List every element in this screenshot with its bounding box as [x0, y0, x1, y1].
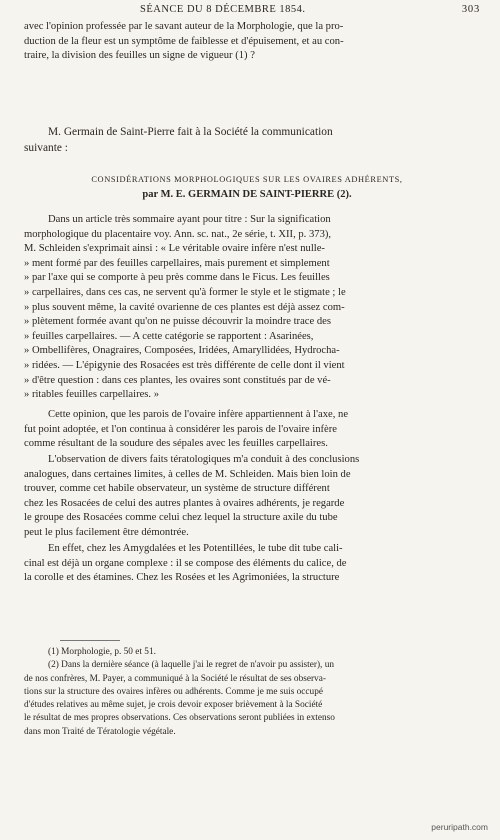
footnote-rule [60, 640, 120, 641]
text-line: » ritables feuilles carpellaires. » [24, 389, 160, 401]
text-line: » feuilles carpellaires. — A cette catégorie se rapportent : Asarinées, [24, 330, 314, 342]
text-line: » ment formé par des feuilles carpellaires, mais purement et simplement [24, 257, 330, 269]
text-line: Dans un article très sommaire ayant pour titre : Sur la signification [48, 214, 331, 225]
text-line: En effet, chez les Amygdalées et les Potentillées, le tube dit tube cali- [48, 543, 343, 554]
paragraph-4 [24, 542, 470, 586]
footnote-line: d'études relatives au même sujet, je crois devoir exposer brièvement à la Société [24, 700, 323, 711]
article-title-text: CONSIDÉRATIONS MORPHOLOGIQUES SUR LES OVAIRES ADHÉRENTS, [91, 175, 403, 184]
footnote-line: (1) Morphologie, p. 50 et 51. [48, 647, 156, 657]
text-line: » Ombellifères, Onagraires, Composées, Iridées, Amaryllidées, Hydrocha- [24, 345, 340, 357]
article-author [24, 188, 470, 203]
text-line: L'observation de divers faits tératologiques m'a conduit à des conclusions [48, 454, 360, 465]
paragraph-2 [24, 408, 470, 452]
announcement-paragraph [24, 125, 470, 156]
text-line: analogues, dans certaines limites, à celles de M. Schleiden. Mais bien loin de [24, 468, 351, 480]
running-title: SÉANCE DU 8 DÉCEMBRE 1854. [140, 4, 306, 15]
page-number: 303 [461, 4, 480, 15]
text-line: suivante : [24, 141, 68, 154]
text-line: duction de la fleur est un symptôme de faiblesse et d'épuisement, et au con- [24, 35, 344, 47]
text-line: avec l'opinion professée par le savant auteur de la Morphologie, que la pro- [24, 21, 344, 32]
text-line: » d'être question : dans ces plantes, les ovaires sont constitués par de vé- [24, 374, 331, 386]
text-line: Cette opinion, que les parois de l'ovaire infère appartiennent à l'axe, ne [48, 409, 349, 420]
text-line: peut le plus facilement être démontrée. [24, 526, 189, 538]
text-line: chez les Rosacées de celui des autres plantes à ovaires adhérents, je regarde [24, 497, 345, 509]
footnote-line: (2) Dans la dernière séance (à laquelle j'ai le regret de n'avoir pu assister), un [48, 660, 335, 671]
article-author-text: par M. E. GERMAIN DE SAINT-PIERRE (2). [142, 189, 352, 200]
text-line: » carpellaires, dans ces cas, ne servent qu'à former le style et le stigmate ; le [24, 286, 346, 298]
text-line: trouver, comme cet habile observateur, un système de structure différent [24, 483, 330, 495]
text-line: morphologique du placentaire voy. Ann. sc. nat., 2e série, t. XII, p. 373), [24, 228, 332, 240]
text-line: la corolle et des étamines. Chez les Rosées et les Agrimoniées, la structure [24, 572, 340, 584]
footnote-line: de nos confrères, M. Payer, a communiqué à la Société le résultat de ses observa- [24, 673, 326, 684]
footnote-line: tions sur la structure des ovaires infères ou adhérents. Comme je me suis occupé [24, 686, 323, 697]
footnote-line: dans mon Traité de Tératologie végétale. [24, 726, 176, 737]
text-line: » plus souvent même, la cavité ovarienne de ces plantes est déjà assez com- [24, 301, 345, 313]
paragraph-1 [24, 213, 470, 403]
text-line: » ridées. — L'épigynie des Rosacées est très différente de celle dont il vient [24, 359, 345, 371]
text-line: traire, la division des feuilles un signe de vigueur (1) ? [24, 50, 255, 62]
text-line: fut point adoptée, et l'on continua à considérer les parois de l'ovaire infère [24, 423, 337, 435]
footnotes [24, 646, 470, 739]
text-line: M. Schleiden s'exprimait ainsi : « Le véritable ovaire infère n'est nulle- [24, 243, 325, 255]
running-header [40, 0, 480, 18]
paragraph-3 [24, 453, 470, 541]
text-line: » par l'axe qui se comporte à peu près comme dans le Ficus. Les feuilles [24, 272, 330, 284]
text-line: cinal est déjà un organe complexe : il se compose des éléments du calice, de [24, 557, 347, 569]
source-credit: peruripath.com [431, 822, 488, 832]
article-title [24, 173, 470, 188]
text-line: » plètement formée avant qu'on ne puisse découvrir la moindre trace des [24, 316, 331, 328]
footnote-line: le résultat de mes propres observations. Ces observations seront publiées in extenso [24, 713, 335, 724]
text-line: le groupe des Rosacées comme celui chez lequel la structure axile du tube [24, 512, 338, 524]
intro-paragraph [24, 20, 470, 64]
text-line: comme résultant de la soudure des sépales avec les feuilles carpellaires. [24, 438, 328, 450]
text-line: M. Germain de Saint-Pierre fait à la Société la communication [48, 126, 333, 138]
